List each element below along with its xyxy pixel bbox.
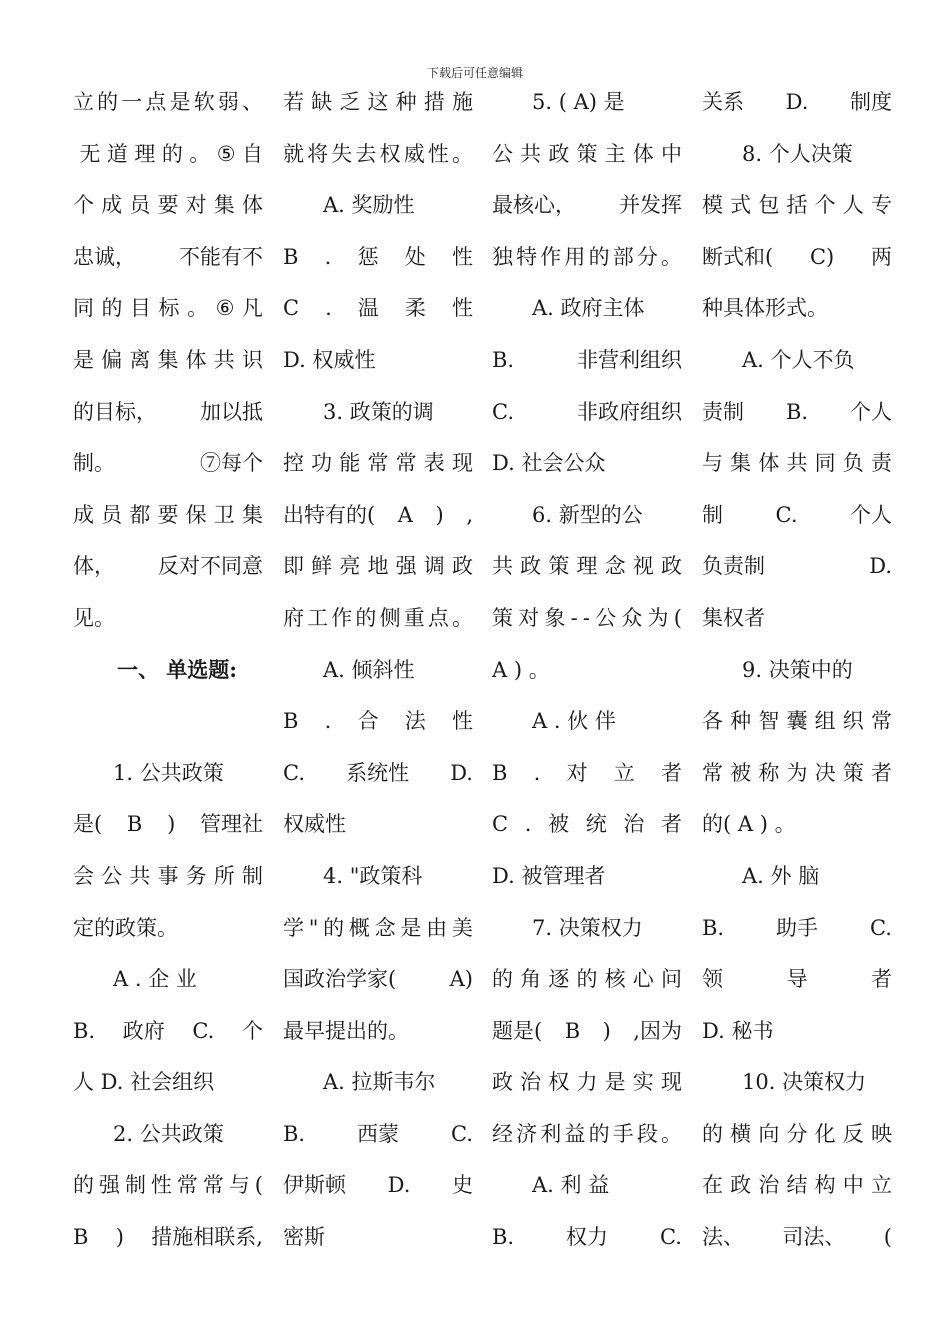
text-line: 同 的 目 标 。 ⑥ 凡 [73, 296, 263, 321]
text-line: 控 功 能 常 常 表 现 [283, 451, 473, 476]
page-header: 下载后可任意编辑 [426, 66, 523, 80]
text-line: 权威性 [283, 812, 346, 837]
text-line: A. 奖励性 [323, 193, 415, 218]
section-heading: 一、 单选题: [117, 656, 238, 682]
text-line [73, 703, 263, 755]
text-line: 制。 ⑦每个 [73, 451, 263, 476]
text-line: 1. 公共政策 [113, 760, 224, 785]
text-line: 会 公 共 事 务 所 制 [73, 863, 263, 888]
text-line: C. 系统性 D. [283, 760, 473, 785]
text-line: 的 横 向 分 化 反 映 [702, 1121, 892, 1146]
text-line: 3. 政策的调 [323, 399, 434, 424]
text-line: 的 角 逐 的 核 心 问 [492, 967, 682, 992]
text-line: 政 治 权 力 是 实 现 [492, 1070, 682, 1095]
text-line: 4. "政策科 [323, 863, 423, 888]
text-line: 6. 新型的公 [532, 502, 643, 527]
text-line: A. 倾斜性 [323, 657, 415, 682]
text-line: 常 被 称 为 决 策 者 [702, 760, 892, 785]
text-line: B. 非营利组织 [492, 347, 682, 372]
text-line: 体， 反对不同意 [73, 554, 263, 579]
text-line: 7. 决策权力 [532, 915, 643, 940]
text-line: 的目标， 加以抵 [73, 399, 263, 424]
text-line: 是( B ) 管理社 [73, 812, 263, 837]
text-line: A ) 。 [492, 657, 550, 682]
text-line: A. 个人不负 [742, 347, 855, 372]
text-line: 是 偏 离 集 体 共 识 [73, 347, 263, 372]
text-line: 出特有的( A ) , [283, 502, 473, 527]
text-line: 领 导 者 [702, 967, 892, 992]
text-line: 2. 公共政策 [113, 1121, 224, 1146]
text-line: 定的政策。 [73, 915, 178, 940]
text-line: 的( A ) 。 [702, 812, 796, 837]
text-line: 伊斯顿 D. 史 [283, 1173, 473, 1198]
text-line: A. 政府主体 [532, 296, 645, 321]
text-line: 法、 司法、 ( [702, 1225, 892, 1250]
text-line: 模 式 包 括 个 人 专 [702, 193, 892, 218]
text-line: D. 权威性 [283, 347, 376, 372]
text-line: A. 外 脑 [742, 863, 820, 888]
text-line: 府 工 作 的 侧 重 点 。 [283, 605, 473, 630]
text-line: 10. 决策权力 [742, 1070, 867, 1095]
text-line: 学 " 的 概 念 是 由 美 [283, 915, 473, 940]
text-line: 忠诚， 不能有不 [73, 244, 263, 269]
text-line: C . 温 柔 性 [283, 296, 473, 321]
text-line: 8. 个人决策 [742, 141, 853, 166]
text-line: 即 鲜 亮 地 强 调 政 [283, 554, 473, 579]
text-line: 就 将 失 去 权 威 性 。 [283, 141, 473, 166]
text-line: 独 特 作 用 的 部 分 。 [492, 244, 682, 269]
text-line: 人 D. 社会组织 [73, 1070, 215, 1095]
text-line: 关系 D. 制度 [702, 90, 892, 114]
text-line: 立 的 一 点 是 软 弱 、 [73, 90, 263, 114]
text-line: 经 济 利 益 的 手 段 。 [492, 1121, 682, 1146]
text-line: 无 道 理 的 。 ⑤ 自 [79, 141, 263, 166]
text-line: D. 社会公众 [492, 451, 606, 476]
text-line: B. 权力 C. [492, 1225, 682, 1250]
text-line: A. 拉斯韦尔 [323, 1070, 436, 1095]
text-line: D. 秘书 [702, 1018, 774, 1043]
text-line: B. 政府 C. 个 [73, 1018, 263, 1043]
text-line: 的 强 制 性 常 常 与 ( [73, 1173, 263, 1198]
text-line: B. 西蒙 C. [283, 1121, 473, 1146]
text-line: 责制 B. 个人 [702, 399, 892, 424]
text-line: 成 员 都 要 保 卫 集 [73, 502, 263, 527]
text-line: 个 成 员 要 对 集 体 [73, 193, 263, 218]
text-line: 共 政 策 理 念 视 政 [492, 554, 682, 579]
text-line: B ) 措施相联系, [73, 1225, 263, 1250]
text-line: 各 种 智 囊 组 织 常 [702, 709, 892, 734]
text-line: B . 对 立 者 [492, 760, 682, 785]
text-line: D. 被管理者 [492, 863, 606, 888]
text-line: A. 利 益 [532, 1173, 610, 1198]
text-line: 断式和( C) 两 [702, 244, 892, 269]
text-column-4 [702, 84, 892, 1271]
text-line: 见。 [73, 605, 115, 630]
text-line: 制 C. 个人 [702, 502, 892, 527]
text-line: 种具体形式。 [702, 296, 828, 321]
text-line: B . 惩 处 性 [283, 244, 473, 269]
text-line: C . 被 统 治 者 [492, 812, 682, 837]
text-line: A . 企 业 [113, 967, 197, 992]
text-line: 若 缺 乏 这 种 措 施 [283, 90, 473, 114]
text-line: 集权者 [702, 605, 765, 630]
text-line: 在 政 治 结 构 中 立 [702, 1173, 892, 1198]
text-line: 最早提出的。 [283, 1018, 409, 1043]
text-line: 负责制 D. [702, 554, 892, 579]
text-line: B. 助手 C. [702, 915, 892, 940]
text-line: 题是( B ) ,因为 [492, 1018, 682, 1043]
text-column-2 [283, 84, 473, 1271]
text-column-3 [492, 84, 682, 1271]
text-line: 5. ( A) 是 [532, 90, 625, 114]
text-line: 公 共 政 策 主 体 中 [492, 141, 682, 166]
text-column-1 [73, 84, 263, 1271]
text-line: 密斯 [283, 1225, 325, 1250]
text-line: A . 伙 伴 [532, 709, 616, 734]
text-line: 最核心， 并发挥 [492, 193, 682, 218]
text-line: C. 非政府组织 [492, 399, 682, 424]
text-line: B . 合 法 性 [283, 709, 473, 734]
text-line: 策 对 象 - - 公 众 为 ( [492, 605, 682, 630]
text-line: 国政治学家( A) [283, 967, 473, 992]
text-line: 9. 决策中的 [742, 657, 853, 682]
text-line: 与 集 体 共 同 负 责 [702, 451, 892, 476]
